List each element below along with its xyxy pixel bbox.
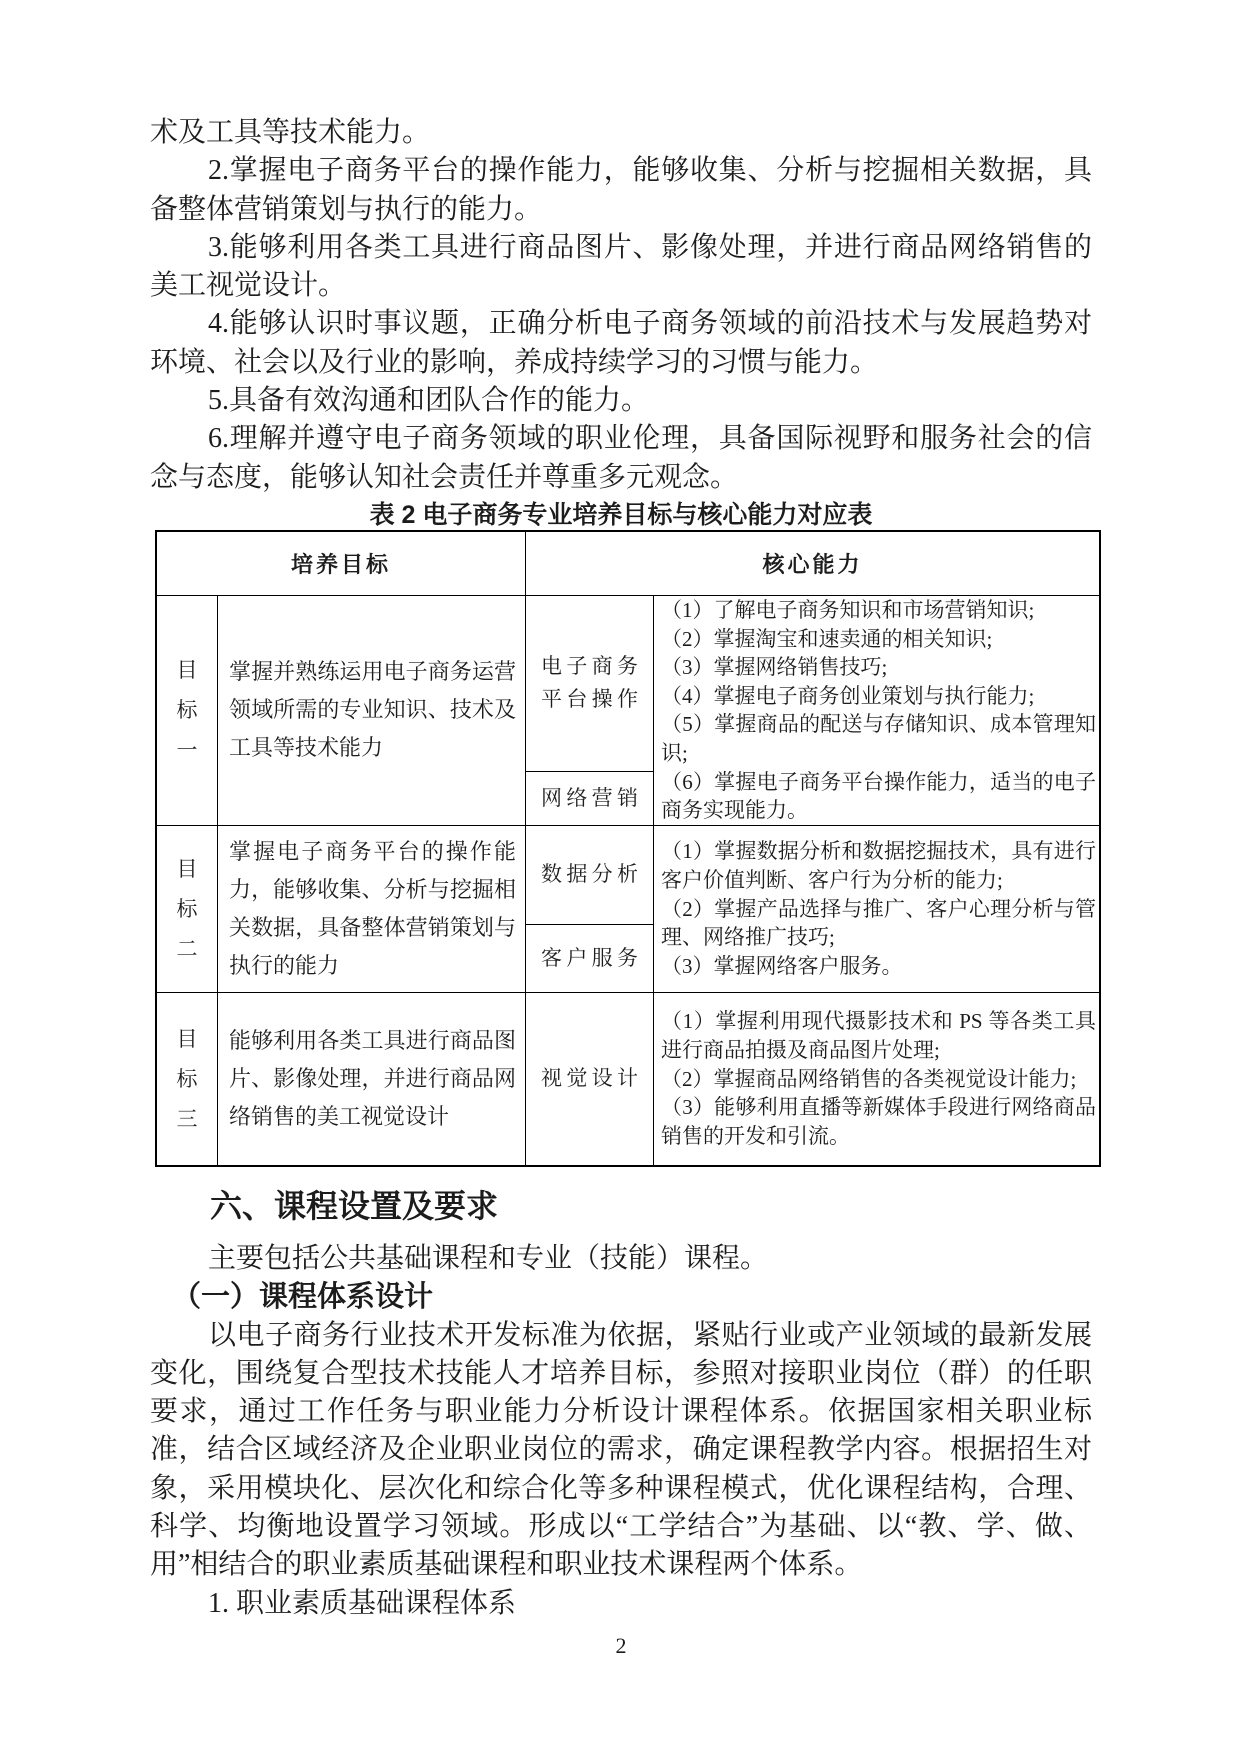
details-cell xyxy=(653,825,1099,992)
section-heading: 六、课程设置及要求 xyxy=(210,1187,499,1224)
detail-item: （4）掌握电子商务创业策划与执行能力; xyxy=(661,683,1035,708)
goal-description-cell: 掌握电子商务平台的操作能力，能够收集、分析与挖掘相关数据，具备整体营销策划与执行的能力 xyxy=(217,825,525,992)
category-sub-cell xyxy=(526,993,653,1165)
goal-label-cell xyxy=(157,595,217,825)
detail-item: （1）掌握利用现代摄影技术和 PS 等各类工具进行商品拍摄及商品图片处理; xyxy=(661,1009,1096,1063)
paragraph: 3.能够利用各类工具进行商品图片、影像处理，并进行商品网络销售的美工视觉设计。 xyxy=(150,231,1092,302)
intro-paragraphs xyxy=(150,0,1092,497)
detail-item: （3）能够利用直播等新媒体手段进行网络商品销售的开发和引流。 xyxy=(661,1095,1096,1148)
table-caption: 表 2 电子商务专业培养目标与核心能力对应表 xyxy=(369,500,873,529)
section-paragraph: 以电子商务行业技术开发标准为依据，紧贴行业或产业领域的最新发展变化，围绕复合型技术技能人才培养目标，参照对接职业岗位（群）的任职要求，通过工作任务与职业能力分析设计课程体系。依据国家相关职业标准，结合区域经济及企业职业岗位的需求，确定课程教学内容。根据招生对象，采用模块化、层次化和综合化等多种课程模式，优化课程结构，合理、科学、均衡地设置学习领域。形成以“工学结合”为基础、以“教、学、做、用”相结合的职业素质基础课程和职业技术课程两个体系。 xyxy=(150,1319,1092,1581)
detail-item: （2）掌握商品网络销售的各类视觉设计能力; xyxy=(661,1066,1077,1091)
category-label: 视觉设计 xyxy=(541,1066,638,1091)
page-content xyxy=(150,0,1096,1660)
table-header-goal: 培养目标 xyxy=(290,551,391,577)
detail-item: （3）掌握网络销售技巧; xyxy=(661,655,888,680)
details-cell xyxy=(653,992,1099,1165)
detail-item: （1）了解电子商务知识和市场营销知识; xyxy=(661,598,1035,623)
section-subheading: （一）课程体系设计 xyxy=(172,1281,434,1314)
goal-label: 目标一 xyxy=(176,658,198,763)
goal-description-cell: 掌握并熟练运用电子商务运营领域所需的专业知识、技术及工具等技术能力 xyxy=(217,595,525,825)
category-label: 电子商务平台操作 xyxy=(541,654,638,712)
table-header-core: 核心能力 xyxy=(525,532,1099,595)
paragraph: 4.能够认识时事议题，正确分析电子商务领域的前沿技术与发展趋势对环境、社会以及行业的影响，养成持续学习的习惯与能力。 xyxy=(150,308,1092,378)
paragraph: 5.具备有效沟通和团队合作的能力。 xyxy=(208,385,650,417)
detail-item: （1）掌握数据分析和数据挖掘技术，具有进行客户价值判断、客户行为分析的能力; xyxy=(661,839,1096,893)
detail-item: （3）掌握网络客户服务。 xyxy=(661,953,903,978)
goal-label-cell xyxy=(157,825,217,992)
detail-item: （5）掌握商品的配送与存储知识、成本管理知识; xyxy=(661,712,1096,766)
details-cell xyxy=(653,595,1099,825)
paragraph: 2.掌握电子商务平台的操作能力，能够收集、分析与挖掘相关数据，具备整体营销策划与执行的能力。 xyxy=(150,155,1092,225)
category-label: 数据分析 xyxy=(541,862,638,887)
category-label: 网络营销 xyxy=(541,785,638,810)
paragraph: 6.理解并遵守电子商务领域的职业伦理，具备国际视野和服务社会的信念与态度，能够认知社会责任并尊重多元观念。 xyxy=(150,423,1092,493)
category-sub-cell xyxy=(526,772,653,825)
section-lead: 主要包括公共基础课程和专业（技能）课程。 xyxy=(208,1242,769,1274)
goal-label: 目标二 xyxy=(176,856,198,961)
category-cell xyxy=(525,992,653,1165)
detail-item: （6）掌握电子商务平台操作能力，适当的电子商务实现能力。 xyxy=(661,769,1096,823)
paragraph: 术及工具等技术能力。 xyxy=(150,117,431,148)
category-cell xyxy=(525,595,653,825)
goal-label: 目标三 xyxy=(176,1026,198,1131)
category-cell xyxy=(525,825,653,992)
goals-competency-table xyxy=(155,530,1101,1167)
detail-item: （2）掌握淘宝和速卖通的相关知识; xyxy=(661,626,993,651)
detail-item: （2）掌握产品选择与推广、客户心理分析与管理、网络推广技巧; xyxy=(661,896,1096,950)
category-sub-cell xyxy=(526,826,653,925)
page-number: 2 xyxy=(615,1632,627,1658)
goal-label-cell xyxy=(157,992,217,1165)
category-sub-cell xyxy=(526,925,653,992)
category-label: 客户服务 xyxy=(541,945,638,970)
category-sub-cell xyxy=(526,596,653,772)
numbered-list-item: 1. 职业素质基础课程体系 xyxy=(208,1587,517,1619)
goal-description-cell: 能够利用各类工具进行商品图片、影像处理，并进行商品网络销售的美工视觉设计 xyxy=(217,992,525,1165)
